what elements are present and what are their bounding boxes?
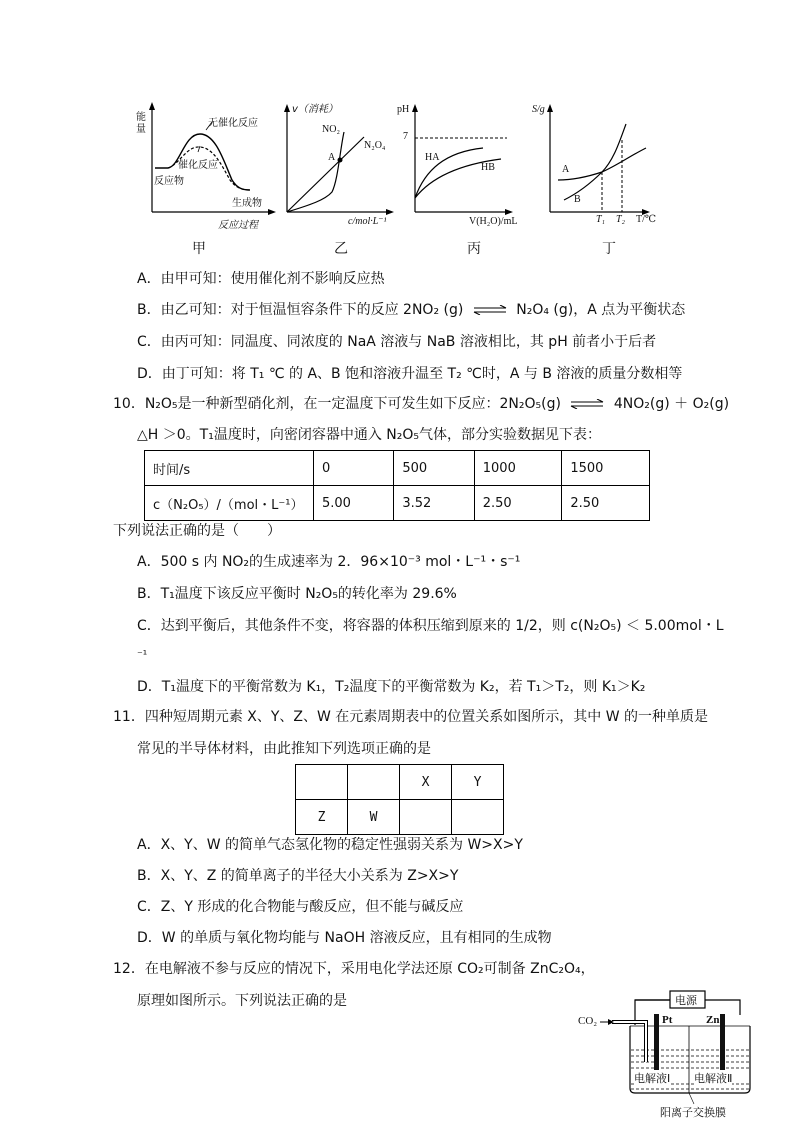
curve-label-catalyzed: 催化反应 <box>178 160 218 171</box>
pt-electrode-label: Pt <box>662 1014 673 1026</box>
tick-t2: T₂ <box>616 214 626 225</box>
q10-stem-post: 4NO₂(g) ＋ O₂(g) <box>613 396 730 412</box>
table-header-cell: 1000 <box>474 451 562 486</box>
q9-option-b-text-post: N₂O₄ (g)，A 点为平衡状态 <box>516 302 686 318</box>
q10-prompt: 下列说法正确的是（ ） <box>113 523 281 539</box>
table-cell: 2.50 <box>562 486 650 521</box>
figure-ding <box>530 100 660 260</box>
table-cell: 2.50 <box>474 486 562 521</box>
q11-stem-line2: 常见的半导体材料，由此推知下列选项正确的是 <box>137 741 431 757</box>
ph-dilution-chart <box>395 100 530 220</box>
x-axis-label: V(H₂O)/mL <box>469 216 518 227</box>
series-label-ha: HA <box>425 152 440 163</box>
q11-option-b: B．X、Y、Z 的简单离子的半径大小关系为 Z>X>Y <box>137 868 459 884</box>
figure-label: 丙 <box>467 241 481 257</box>
figure-jia <box>136 100 280 260</box>
q9-option-a: A．由甲可知：使用催化剂不影响反应热 <box>137 271 385 287</box>
q10-data-table <box>144 450 650 521</box>
table-row <box>145 486 650 521</box>
pt-electrode <box>654 1014 659 1070</box>
x-axis-label: T/℃ <box>636 214 657 225</box>
figure-label: 丁 <box>602 241 616 257</box>
electrolyte-1-label: 电解液Ⅰ <box>634 1072 671 1085</box>
q10-stem-line2: △H ＞0。T₁温度时，向密闭容器中通入 N₂O₅气体，部分实验数据见下表： <box>137 427 601 443</box>
figure-label: 乙 <box>334 241 348 257</box>
table-cell: c（N₂O₅）/（mol・L⁻¹） <box>145 486 314 521</box>
q10-stem-pre: 10．N₂O₅是一种新型硝化剂，在一定温度下可发生如下反应：2N₂O₅(g) <box>113 396 561 412</box>
q12-stem-line1: 12．在电解液不参与反应的情况下，采用电化学法还原 CO₂可制备 ZnC₂O₄， <box>113 961 595 977</box>
grid-cell: W <box>348 800 400 835</box>
zn-electrode-label: Zn <box>706 1014 720 1026</box>
q10-option-d: D．T₁温度下的平衡常数为 K₁，T₂温度下的平衡常数为 K₂，若 T₁＞T₂，则 K₁＞K₂ <box>137 679 646 695</box>
co2-inlet-label: CO₂ <box>578 1015 598 1027</box>
q11-option-c: C．Z、Y 形成的化合物能与酸反应，但不能与碱反应 <box>137 899 464 915</box>
q11-option-a: A．X、Y、W 的简单气态氢化物的稳定性强弱关系为 W>X>Y <box>137 837 523 853</box>
table-row <box>145 451 650 486</box>
reactants-label: 反应物 <box>154 176 184 187</box>
series-label-a: A <box>562 164 570 175</box>
equilibrium-arrow-icon <box>569 399 605 409</box>
q9-option-d: D．由丁可知：将 T₁ ℃ 的 A、B 饱和溶液升温至 T₂ ℃时，A 与 B 溶液的质量分数相等 <box>137 366 683 382</box>
figure-label: 甲 <box>192 241 206 257</box>
y-axis-label: pH <box>397 104 410 115</box>
q11-stem-line1: 11．四种短周期元素 X、Y、Z、W 在元素周期表中的位置关系如图所示，其中 W 的一种单质是 <box>113 709 709 725</box>
power-source-label: 电源 <box>675 994 697 1007</box>
q10-option-c: C．达到平衡后，其他条件不变，将容器的体积压缩到原来的 1/2，则 c(N₂O₅) ＜ 5.00mol・L <box>137 618 724 634</box>
grid-cell <box>400 800 452 835</box>
y-axis-label: 能量 <box>136 112 146 135</box>
periodic-table-grid <box>295 764 504 835</box>
x-axis-label: c/mol·L⁻¹ <box>348 216 387 227</box>
solubility-curve-chart <box>530 100 660 220</box>
electrolysis-cell-diagram <box>570 990 790 1123</box>
grid-cell <box>452 800 504 835</box>
tick-t1: T₁ <box>596 214 606 225</box>
electrolyte-2-label: 电解液Ⅱ <box>694 1072 733 1085</box>
y-axis-label: v（消耗） <box>292 104 338 115</box>
zn-electrode <box>720 1014 725 1070</box>
table-header-cell: 0 <box>314 451 394 486</box>
q10-option-c-continued: ⁻¹ <box>137 648 148 661</box>
q10-stem-line1 <box>113 395 729 413</box>
series-label-no2: NO₂ <box>322 124 340 135</box>
q9-option-b-text-pre: B．由乙可知：对于恒温恒容条件下的反应 2NO₂ (g) <box>137 302 464 318</box>
figure-bing <box>395 100 530 260</box>
rate-vs-concentration-chart <box>280 100 400 220</box>
point-a-marker <box>338 158 343 163</box>
grid-cell <box>348 765 400 800</box>
membrane-label: 阳离子交换膜 <box>660 1106 726 1119</box>
x-axis-label: 反应过程 <box>218 220 258 231</box>
q11-option-d: D．W 的单质与氧化物均能与 NaOH 溶液反应，且有相同的生成物 <box>137 930 552 946</box>
q12-stem-line2: 原理如图所示。下列说法正确的是 <box>137 993 347 1009</box>
table-row <box>296 765 504 800</box>
q9-option-c: C．由丙可知：同温度、同浓度的 NaA 溶液与 NaB 溶液相比，其 pH 前者小于后者 <box>137 334 657 350</box>
table-cell: 3.52 <box>394 486 474 521</box>
grid-cell: Z <box>296 800 348 835</box>
grid-cell: X <box>400 765 452 800</box>
series-label-n2o4: N₂O₄ <box>364 140 386 151</box>
figure-yi <box>280 100 400 260</box>
point-a-label: A <box>328 152 336 163</box>
series-label-hb: HB <box>481 162 495 173</box>
table-header-cell: 500 <box>394 451 474 486</box>
table-cell: 5.00 <box>314 486 394 521</box>
table-header-cell: 1500 <box>562 451 650 486</box>
y-tick-7: 7 <box>403 131 408 142</box>
curve-label-uncatalyzed: 无催化反应 <box>208 118 258 129</box>
equilibrium-arrow-icon <box>472 305 508 315</box>
grid-cell <box>296 765 348 800</box>
grid-cell: Y <box>452 765 504 800</box>
table-header-cell: 时间/s <box>145 451 314 486</box>
series-label-b: B <box>574 194 581 205</box>
table-row <box>296 800 504 835</box>
q10-option-a: A．500 s 内 NO₂的生成速率为 2．96×10⁻³ mol・L⁻¹・s⁻¹ <box>137 554 521 570</box>
q9-option-b <box>137 301 685 319</box>
y-axis-label: S/g <box>532 104 545 115</box>
products-label: 生成物 <box>232 198 262 209</box>
q10-option-b: B．T₁温度下该反应平衡时 N₂O₅的转化率为 29.6% <box>137 586 457 602</box>
